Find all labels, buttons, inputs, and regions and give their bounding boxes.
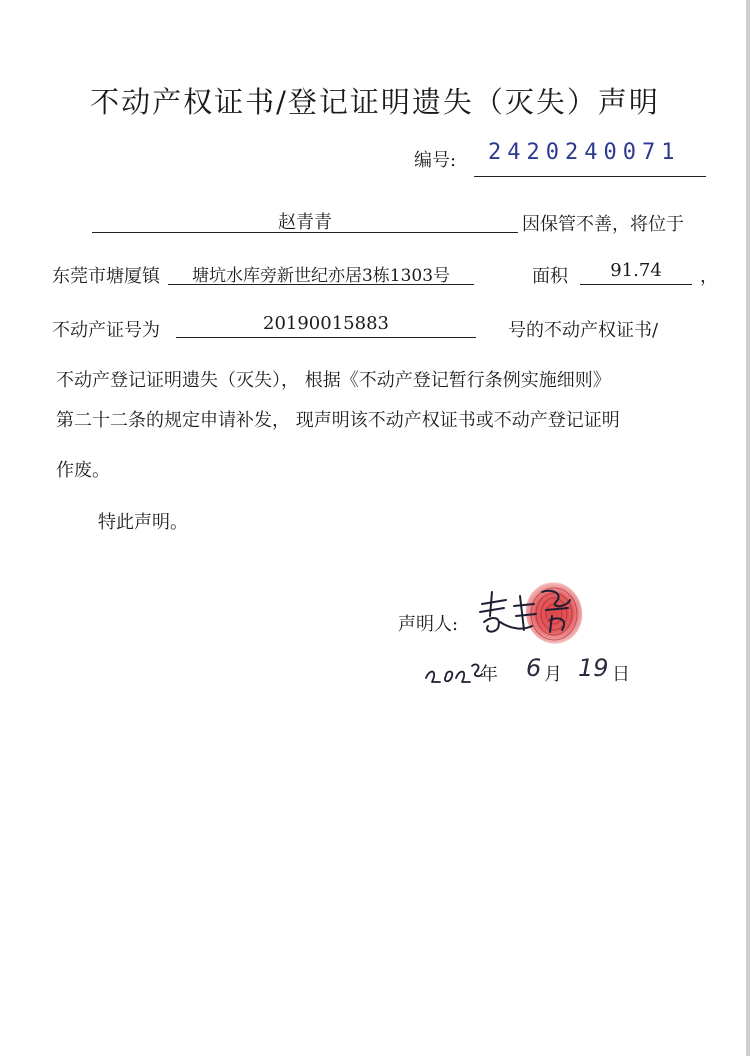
property-address: 塘坑水库旁新世纪亦居3栋1303号 — [191, 266, 451, 286]
year-label: 年 — [480, 664, 498, 685]
cert-no-label: 不动产证号为 — [52, 320, 160, 341]
area-value: 91.74 — [610, 260, 662, 281]
area-underline — [580, 284, 692, 285]
cert-no-suffix: 号的不动产权证书/ — [508, 320, 659, 341]
special-statement: 特此声明。 — [98, 512, 188, 533]
declarant-name: 赵青青 — [278, 212, 332, 233]
handwritten-signature — [472, 586, 584, 638]
serial-number: 2420240071 — [488, 140, 681, 165]
day-label: 日 — [612, 664, 630, 685]
area-comma: ， — [700, 266, 718, 287]
cert-no-value: 20190015883 — [263, 313, 389, 334]
body-line-2: 第二十二条的规定申请补发， 现声明该不动产权证书或不动产登记证明 — [56, 410, 620, 431]
body-line-3: 作废。 — [56, 460, 110, 481]
loss-reason-text: 因保管不善，将位于 — [522, 214, 684, 235]
handwritten-year — [424, 658, 484, 692]
date-month: 6 — [526, 654, 542, 682]
body-line-1: 不动产登记证明遗失（灭失）， 根据《不动产登记暂行条例实施细则》 — [56, 370, 611, 391]
serial-underline — [474, 176, 706, 177]
address-underline — [168, 284, 474, 285]
name-underline — [92, 232, 518, 233]
month-label: 月 — [544, 664, 562, 685]
serial-label: 编号: — [414, 150, 457, 171]
area-label: 面积 — [532, 266, 568, 287]
town-text: 东莞市塘厦镇 — [52, 266, 160, 287]
scan-edge-right — [746, 0, 750, 1056]
signer-label: 声明人: — [398, 614, 459, 635]
date-day: 19 — [578, 654, 609, 682]
document-title: 不动产权证书/登记证明遗失（灭失）声明 — [90, 85, 660, 119]
cert-no-underline — [176, 337, 476, 338]
